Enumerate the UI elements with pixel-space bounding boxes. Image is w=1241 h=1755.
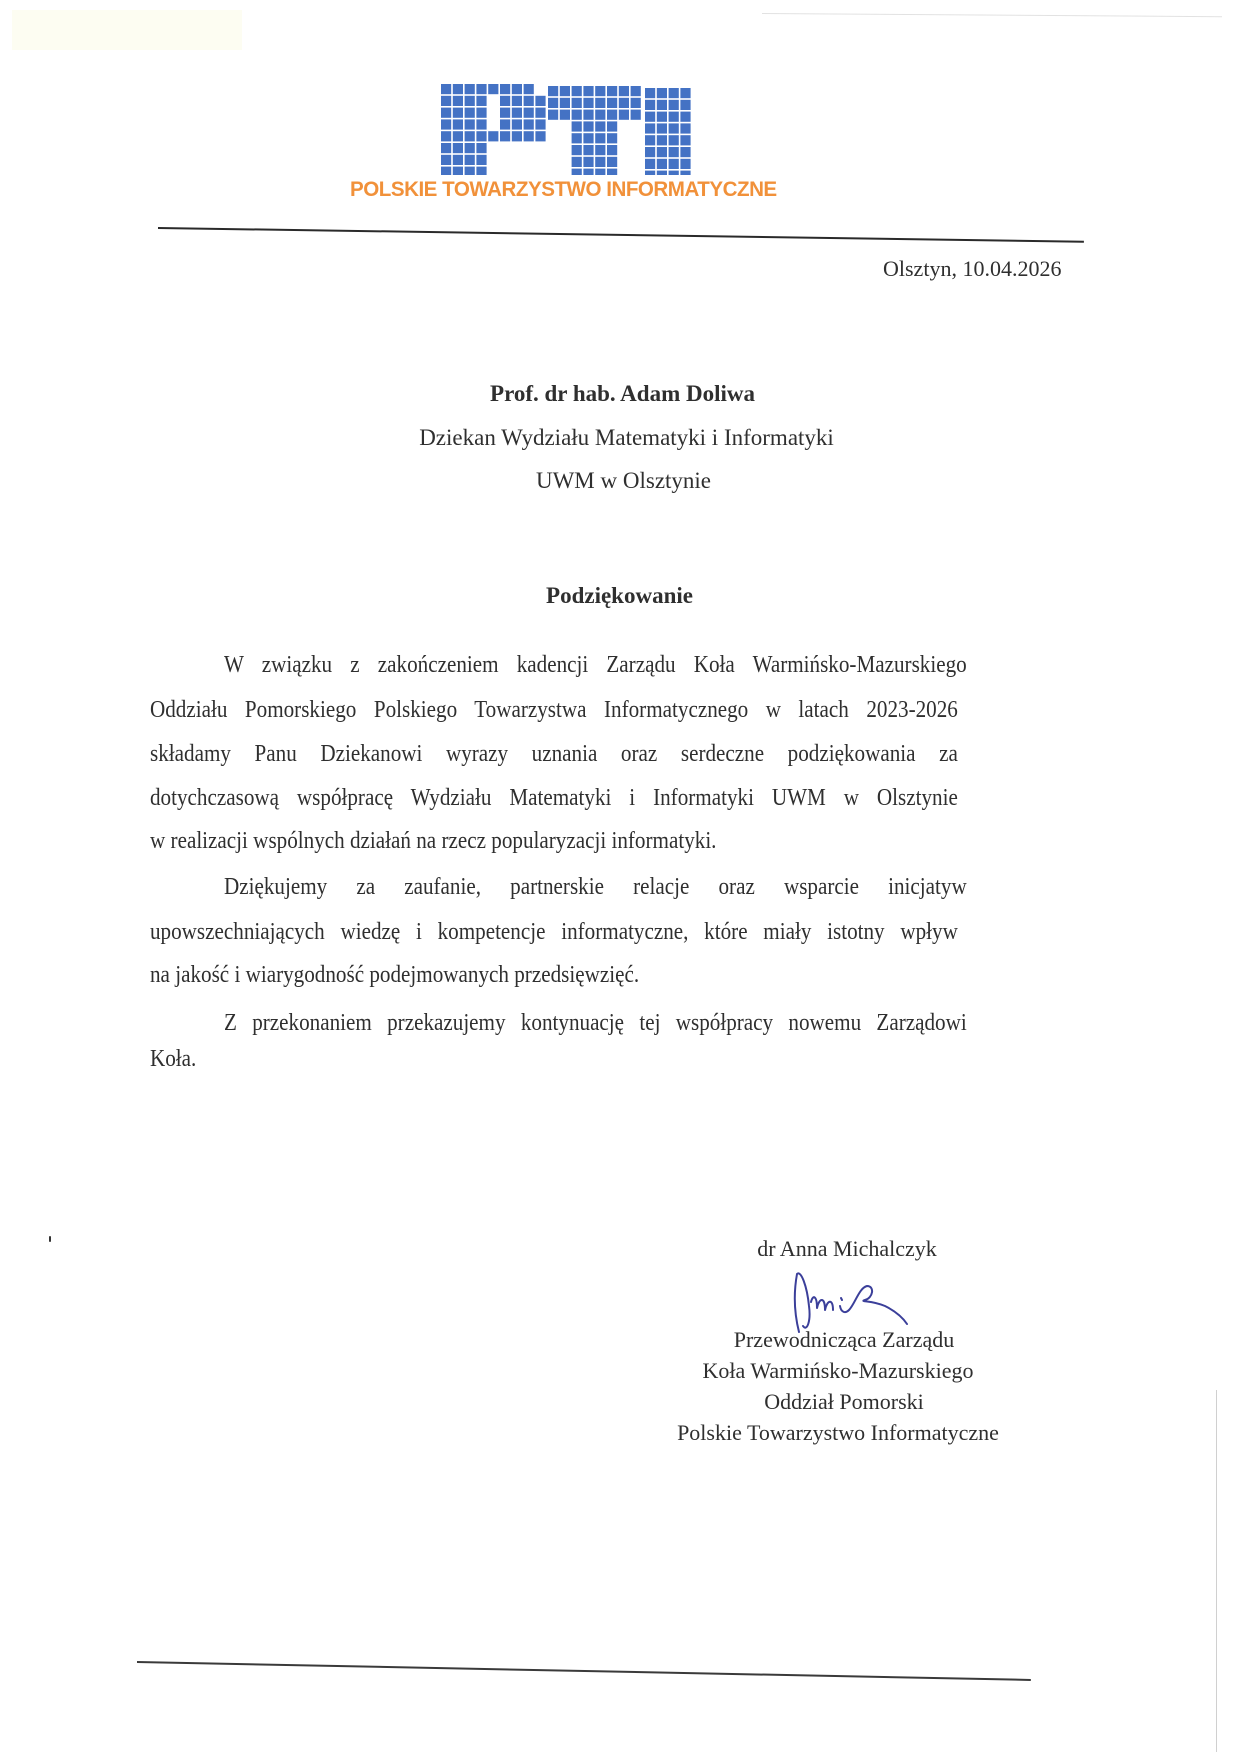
recipient-name: Prof. dr hab. Adam Doliwa: [490, 381, 755, 406]
logo-block: [524, 84, 534, 94]
header-rule: [158, 227, 1084, 243]
logo-block: [535, 119, 545, 129]
logo-block: [512, 108, 522, 118]
letter-heading: Podziękowanie: [546, 583, 693, 608]
logo-block: [657, 147, 667, 157]
body-line: Koła.: [150, 1046, 197, 1072]
logo-block: [595, 145, 605, 155]
logo-block: [583, 86, 593, 96]
logo-block: [657, 112, 667, 122]
logo-block: [476, 167, 486, 175]
logo-block: [657, 100, 667, 110]
logo-block: [572, 157, 582, 167]
logo-block: [476, 96, 486, 106]
logo-block: [453, 131, 463, 141]
logo-block: [607, 98, 617, 108]
logo-block: [500, 96, 510, 106]
logo-block: [595, 169, 605, 175]
logo-block: [645, 112, 655, 122]
logo-block: [680, 123, 690, 133]
logo-block: [441, 131, 451, 141]
logo-block: [535, 108, 545, 118]
logo-block: [607, 86, 617, 96]
logo-block: [572, 121, 582, 131]
logo-block: [548, 86, 558, 96]
logo-block: [512, 119, 522, 129]
logo-block: [657, 123, 667, 133]
logo-block: [607, 145, 617, 155]
logo-block: [669, 112, 679, 122]
logo-block: [680, 171, 690, 175]
logo-block: [680, 135, 690, 145]
body-line: upowszechniających wiedzę i kompetencje informatyczne, które miały istotny wpływ: [150, 919, 958, 945]
signatory-role: Koła Warmińsko-Mazurskiego: [702, 1358, 974, 1383]
logo-block: [476, 155, 486, 165]
logo-block: [488, 84, 498, 94]
logo-block: [583, 98, 593, 108]
logo-block: [535, 131, 545, 141]
logo-block: [645, 123, 655, 133]
recipient-organization: UWM w Olsztynie: [535, 468, 712, 493]
logo-block: [595, 98, 605, 108]
logo-block: [524, 119, 534, 129]
logo-block: [619, 98, 629, 108]
logo-block: [607, 169, 617, 175]
pti-logo: [340, 80, 777, 210]
logo-block: [595, 133, 605, 143]
recipient-title: Dziekan Wydziału Matematyki i Informatyki: [419, 425, 834, 450]
logo-block: [441, 155, 451, 165]
scan-artifact-edge: [1216, 1390, 1217, 1752]
logo-block: [645, 171, 655, 175]
logo-block: [441, 143, 451, 153]
logo-block: [512, 96, 522, 106]
scan-artifact-line: [762, 13, 1222, 17]
signatory-role: Oddział Pomorski: [764, 1389, 924, 1414]
body-line: Z przekonaniem przekazujemy kontynuację tej współpracy nowemu Zarządowi: [224, 1010, 967, 1036]
logo-block: [583, 145, 593, 155]
logo-block: [500, 84, 510, 94]
logo-block: [465, 96, 475, 106]
logo-block: [524, 96, 534, 106]
logo-block: [607, 133, 617, 143]
logo-block: [572, 145, 582, 155]
logo-block: [607, 157, 617, 167]
logo-block: [453, 167, 463, 175]
logo-block: [572, 133, 582, 143]
logo-block: [441, 108, 451, 118]
logo-block: [669, 100, 679, 110]
signatory-name: dr Anna Michalczyk: [757, 1236, 937, 1261]
logo-block: [476, 143, 486, 153]
logo-block: [619, 86, 629, 96]
scan-artifact-tint: [12, 10, 242, 50]
logo-block: [453, 84, 463, 94]
logo-block: [524, 131, 534, 141]
logo-block: [645, 159, 655, 169]
logo-block: [680, 112, 690, 122]
logo-block: [465, 119, 475, 129]
logo-block: [453, 143, 463, 153]
logo-block: [441, 84, 451, 94]
logo-block: [524, 108, 534, 118]
logo-block: [453, 155, 463, 165]
logo-block: [669, 135, 679, 145]
body-line: Oddziału Pomorskiego Polskiego Towarzystwa Informatycznego w latach 2023-2026: [150, 697, 958, 723]
logo-organization-name: POLSKIE TOWARZYSTWO INFORMATYCZNE: [350, 178, 777, 201]
logo-block: [488, 131, 498, 141]
logo-block: [535, 96, 545, 106]
logo-block: [500, 108, 510, 118]
logo-block: [441, 96, 451, 106]
body-line: dotychczasową współpracę Wydziału Matematyki i Informatyki UWM w Olsztynie: [150, 785, 958, 811]
pti-logo-mark: [340, 80, 770, 175]
logo-block: [631, 86, 641, 96]
logo-block: [657, 135, 667, 145]
signatory-role: Przewodnicząca Zarządu: [733, 1327, 955, 1352]
logo-block: [669, 123, 679, 133]
logo-block: [465, 131, 475, 141]
logo-block: [583, 133, 593, 143]
logo-block: [595, 157, 605, 167]
logo-block: [680, 88, 690, 98]
logo-block: [669, 171, 679, 175]
logo-block: [465, 143, 475, 153]
logo-block: [476, 84, 486, 94]
logo-block: [512, 84, 522, 94]
logo-block: [669, 88, 679, 98]
logo-block: [583, 157, 593, 167]
logo-block: [669, 147, 679, 157]
logo-block: [607, 110, 617, 120]
logo-block: [560, 86, 570, 96]
logo-block: [453, 96, 463, 106]
logo-block: [453, 119, 463, 129]
signatory-role: Polskie Towarzystwo Informatyczne: [677, 1420, 999, 1445]
logo-block: [583, 121, 593, 131]
logo-block: [657, 88, 667, 98]
body-line: składamy Panu Dziekanowi wyrazy uznania oraz serdeczne podziękowania za: [150, 741, 958, 767]
logo-block: [453, 108, 463, 118]
logo-block: [572, 98, 582, 108]
logo-block: [572, 169, 582, 175]
logo-block: [680, 159, 690, 169]
logo-block: [669, 159, 679, 169]
body-line: Dziękujemy za zaufanie, partnerskie relacje oraz wsparcie inicjatyw: [224, 874, 967, 900]
logo-block: [548, 98, 558, 108]
logo-block: [645, 88, 655, 98]
body-line: na jakość i wiarygodność podejmowanych przedsięwzięć.: [150, 962, 640, 988]
logo-block: [512, 131, 522, 141]
logo-block: [465, 84, 475, 94]
logo-block: [441, 119, 451, 129]
logo-block: [476, 131, 486, 141]
logo-block: [583, 169, 593, 175]
logo-block: [465, 108, 475, 118]
logo-block: [680, 100, 690, 110]
footer-rule: [137, 1661, 1031, 1681]
logo-block: [657, 171, 667, 175]
logo-block: [476, 108, 486, 118]
letter-date: Olsztyn, 10.04.2026: [883, 256, 1062, 281]
logo-block: [441, 167, 451, 175]
logo-block: [645, 100, 655, 110]
logo-block: [607, 121, 617, 131]
logo-block: [572, 110, 582, 120]
logo-block: [465, 155, 475, 165]
logo-block: [560, 98, 570, 108]
logo-block: [631, 110, 641, 120]
body-line: W związku z zakończeniem kadencji Zarządu Koła Warmińsko-Mazurskiego: [224, 652, 967, 678]
logo-block: [548, 110, 558, 120]
logo-block: [500, 119, 510, 129]
logo-block: [583, 110, 593, 120]
logo-block: [680, 147, 690, 157]
logo-block: [476, 119, 486, 129]
logo-block: [572, 86, 582, 96]
logo-block: [595, 110, 605, 120]
logo-block: [465, 167, 475, 175]
logo-block: [631, 98, 641, 108]
logo-block: [560, 110, 570, 120]
logo-block: [619, 110, 629, 120]
body-line: w realizacji wspólnych działań na rzecz popularyzacji informatyki.: [150, 828, 717, 854]
scan-speck: [49, 1236, 51, 1242]
logo-block: [500, 131, 510, 141]
logo-block: [657, 159, 667, 169]
logo-block: [595, 86, 605, 96]
logo-block: [595, 121, 605, 131]
logo-block: [645, 147, 655, 157]
logo-block: [645, 135, 655, 145]
